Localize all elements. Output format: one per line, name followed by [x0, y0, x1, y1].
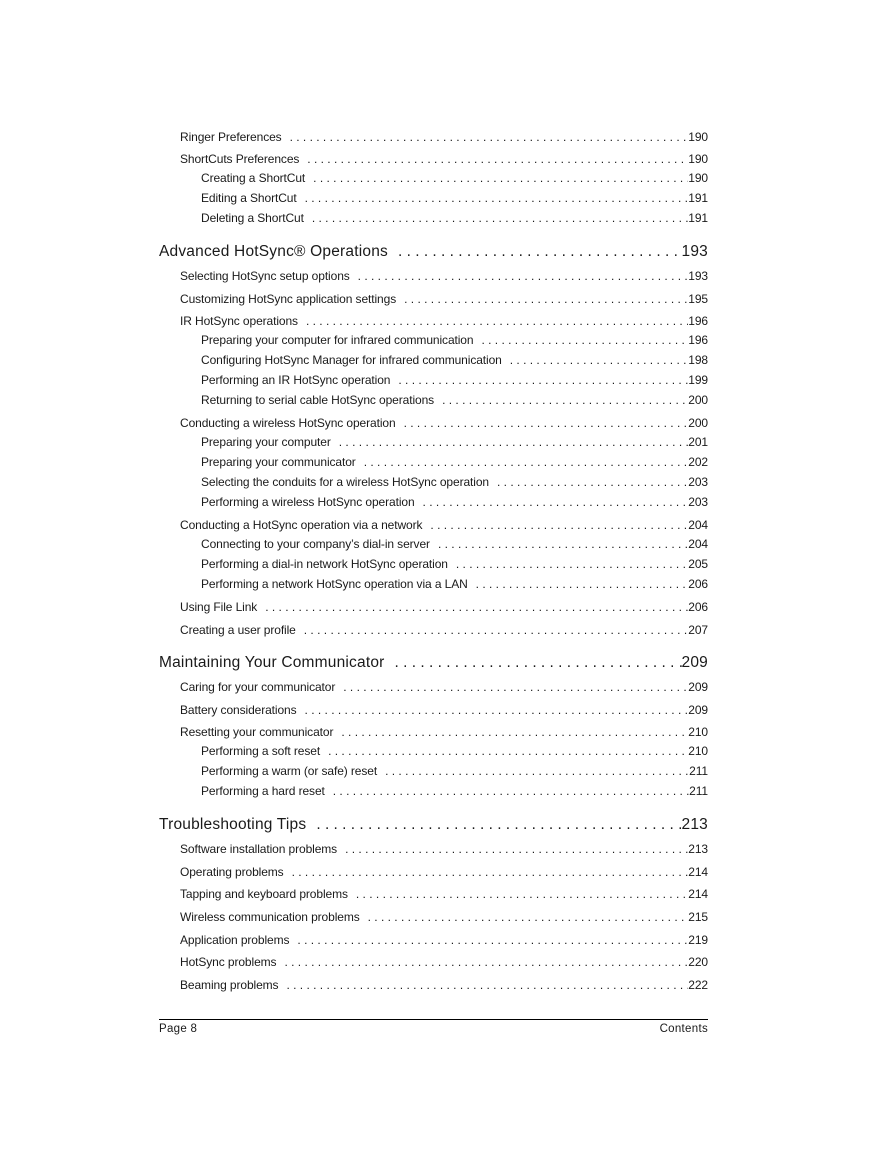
toc-subsection[interactable] [159, 555, 708, 575]
toc-entry-title: Performing a wireless HotSync operation [201, 494, 415, 509]
toc-entry-title: Ringer Preferences [180, 129, 282, 144]
toc-entry-title: Using File Link [180, 599, 258, 614]
toc-section[interactable] [159, 127, 708, 147]
toc-section[interactable] [159, 952, 708, 972]
toc-entry-title: Software installation problems [180, 842, 338, 857]
toc-entry-title: Beaming problems [180, 977, 279, 992]
toc-entry-page: 214 [688, 887, 708, 902]
toc-entry-page: 204 [688, 517, 708, 532]
toc-section[interactable] [159, 311, 708, 331]
dot-leader [356, 884, 688, 904]
toc-entry-page: 209 [688, 702, 708, 717]
dot-leader [304, 620, 689, 640]
toc-section[interactable] [159, 907, 708, 927]
toc-entry-page: 196 [688, 333, 708, 348]
dot-leader [476, 575, 689, 595]
dot-leader [333, 782, 689, 802]
footer-page-number: Page 8 [159, 1023, 198, 1035]
toc-entry-page: 190 [688, 129, 708, 144]
toc-entry-page: 209 [688, 680, 708, 695]
toc-entry-title: Conducting a HotSync operation via a network [180, 517, 423, 532]
toc-entry-title: Customizing HotSync application settings [180, 291, 397, 306]
toc-entry-page: 202 [688, 454, 708, 469]
dot-leader [430, 515, 688, 535]
toc-subsection[interactable] [159, 189, 708, 209]
dot-leader [423, 493, 689, 513]
toc-entry-title: Performing a soft reset [201, 744, 321, 759]
toc-entry-page: 211 [689, 783, 708, 798]
dot-leader [284, 952, 688, 972]
toc-entry-title: Connecting to your company’s dial-in server [201, 536, 430, 551]
dot-leader [442, 391, 688, 411]
dot-leader [385, 762, 689, 782]
dot-leader [364, 453, 689, 473]
dot-leader [358, 266, 689, 286]
toc-entry-title: Caring for your communicator [180, 680, 336, 695]
dot-leader [292, 862, 689, 882]
toc-entry-title: Editing a ShortCut [201, 190, 297, 205]
toc-subsection[interactable] [159, 762, 708, 782]
toc-subsection[interactable] [159, 473, 708, 493]
dot-leader [438, 535, 688, 555]
toc-entry-page: 213 [681, 815, 708, 833]
toc-entry-title: Creating a user profile [180, 622, 296, 637]
toc-entry-title: HotSync problems [180, 955, 277, 970]
dot-leader [368, 907, 689, 927]
toc-subsection[interactable] [159, 391, 708, 411]
toc-subsection[interactable] [159, 535, 708, 555]
toc-section[interactable] [159, 884, 708, 904]
toc-entry-page: 213 [688, 842, 708, 857]
toc-entry-page: 206 [688, 599, 708, 614]
toc-entry-page: 198 [688, 353, 708, 368]
dot-leader [481, 331, 688, 351]
dot-leader [497, 473, 688, 493]
dot-leader [398, 240, 682, 264]
toc-subsection[interactable] [159, 575, 708, 595]
toc-entry-title: Configuring HotSync Manager for infrared communication [201, 353, 502, 368]
toc-entry-page: 200 [688, 416, 708, 431]
dot-leader [456, 555, 688, 575]
toc-entry-page: 203 [688, 494, 708, 509]
dot-leader [316, 813, 681, 837]
toc-entry-page: 207 [688, 622, 708, 637]
toc-section[interactable] [159, 597, 708, 617]
toc-section[interactable] [159, 677, 708, 697]
dot-leader [398, 371, 688, 391]
toc-entry-title: Wireless communication problems [180, 910, 360, 925]
dot-leader [286, 975, 688, 995]
toc-entry-title: Maintaining Your Communicator [159, 653, 385, 671]
toc-entry-title: Performing an IR HotSync operation [201, 372, 391, 387]
toc-entry-title: Performing a warm (or safe) reset [201, 764, 378, 779]
toc-subsection[interactable] [159, 371, 708, 391]
dot-leader [510, 351, 689, 371]
toc-entry-title: Conducting a wireless HotSync operation [180, 416, 396, 431]
toc-entry-title: Deleting a ShortCut [201, 210, 304, 225]
toc-entry-page: 196 [688, 314, 708, 329]
toc-chapter[interactable] [159, 240, 708, 264]
dot-leader [341, 722, 688, 742]
toc-entry-title: Performing a network HotSync operation via a LAN [201, 576, 468, 591]
toc-entry-title: Operating problems [180, 864, 284, 879]
dot-leader [339, 433, 689, 453]
toc-entry-page: 199 [688, 372, 708, 387]
toc-entry-title: ShortCuts Preferences [180, 152, 300, 167]
toc-section[interactable] [159, 722, 708, 742]
toc-subsection[interactable] [159, 782, 708, 802]
toc-entry-page: 190 [688, 171, 708, 186]
toc-section[interactable] [159, 862, 708, 882]
table-of-contents [159, 124, 708, 995]
toc-subsection[interactable] [159, 169, 708, 189]
toc-entry-page: 209 [681, 653, 708, 671]
toc-entry-page: 214 [688, 864, 708, 879]
toc-entry-title: Returning to serial cable HotSync operations [201, 392, 435, 407]
toc-entry-page: 191 [688, 190, 708, 205]
toc-entry-page: 210 [688, 744, 708, 759]
toc-entry-title: Advanced HotSync® Operations [159, 242, 388, 260]
toc-entry-title: Tapping and keyboard problems [180, 887, 348, 902]
toc-section[interactable] [159, 289, 708, 309]
toc-section[interactable] [159, 839, 708, 859]
toc-entry-title: Performing a dial-in network HotSync operation [201, 556, 448, 571]
toc-entry-title: Resetting your communicator [180, 725, 334, 740]
dot-leader [312, 209, 688, 229]
toc-entry-title: Application problems [180, 932, 290, 947]
dot-leader [305, 700, 689, 720]
toc-entry-page: 215 [688, 910, 708, 925]
toc-entry-page: 195 [688, 291, 708, 306]
dot-leader [404, 413, 689, 433]
toc-subsection[interactable] [159, 493, 708, 513]
toc-subsection[interactable] [159, 209, 708, 229]
toc-section[interactable] [159, 413, 708, 433]
toc-entry-title: Performing a hard reset [201, 783, 325, 798]
toc-entry-title: Preparing your computer [201, 435, 331, 450]
toc-entry-page: 203 [688, 474, 708, 489]
toc-entry-page: 190 [688, 152, 708, 167]
toc-entry-page: 193 [688, 269, 708, 284]
dot-leader [345, 839, 688, 859]
toc-subsection[interactable] [159, 351, 708, 371]
dot-leader [328, 742, 688, 762]
toc-section[interactable] [159, 515, 708, 535]
footer-section-title: Contents [659, 1023, 708, 1035]
toc-section[interactable] [159, 149, 708, 169]
toc-entry-title: Preparing your communicator [201, 454, 356, 469]
toc-chapter[interactable] [159, 813, 708, 837]
toc-entry-page: 205 [688, 556, 708, 571]
page-footer [159, 1019, 708, 1035]
toc-entry-page: 210 [688, 725, 708, 740]
dot-leader [395, 651, 682, 675]
toc-entry-title: IR HotSync operations [180, 314, 298, 329]
toc-entry-page: 220 [688, 955, 708, 970]
dot-leader [404, 289, 688, 309]
toc-entry-page: 206 [688, 576, 708, 591]
toc-section[interactable] [159, 266, 708, 286]
toc-entry-page: 222 [688, 977, 708, 992]
dot-leader [313, 169, 688, 189]
toc-section[interactable] [159, 975, 708, 995]
toc-section[interactable] [159, 930, 708, 950]
toc-entry-page: 200 [688, 392, 708, 407]
dot-leader [265, 597, 688, 617]
toc-entry-page: 219 [688, 932, 708, 947]
toc-subsection[interactable] [159, 742, 708, 762]
toc-entry-title: Preparing your computer for infrared communication [201, 333, 474, 348]
toc-chapter[interactable] [159, 651, 708, 675]
toc-subsection[interactable] [159, 331, 708, 351]
toc-entry-page: 204 [688, 536, 708, 551]
toc-entry-title: Troubleshooting Tips [159, 815, 307, 833]
toc-section[interactable] [159, 700, 708, 720]
toc-subsection[interactable] [159, 453, 708, 473]
dot-leader [306, 311, 688, 331]
toc-entry-title: Battery considerations [180, 702, 297, 717]
dot-leader [305, 189, 689, 209]
dot-leader [307, 149, 688, 169]
toc-subsection[interactable] [159, 433, 708, 453]
toc-entry-title: Creating a ShortCut [201, 171, 306, 186]
dot-leader [290, 127, 689, 147]
toc-entry-title: Selecting HotSync setup options [180, 269, 350, 284]
dot-leader [297, 930, 688, 950]
toc-section[interactable] [159, 620, 708, 640]
toc-entry-page: 211 [689, 764, 708, 779]
toc-entry-page: 191 [688, 210, 708, 225]
toc-entry-title: Selecting the conduits for a wireless HotSync operation [201, 474, 489, 489]
dot-leader [343, 677, 688, 697]
toc-entry-page: 193 [681, 242, 708, 260]
toc-entry-page: 201 [688, 435, 708, 450]
